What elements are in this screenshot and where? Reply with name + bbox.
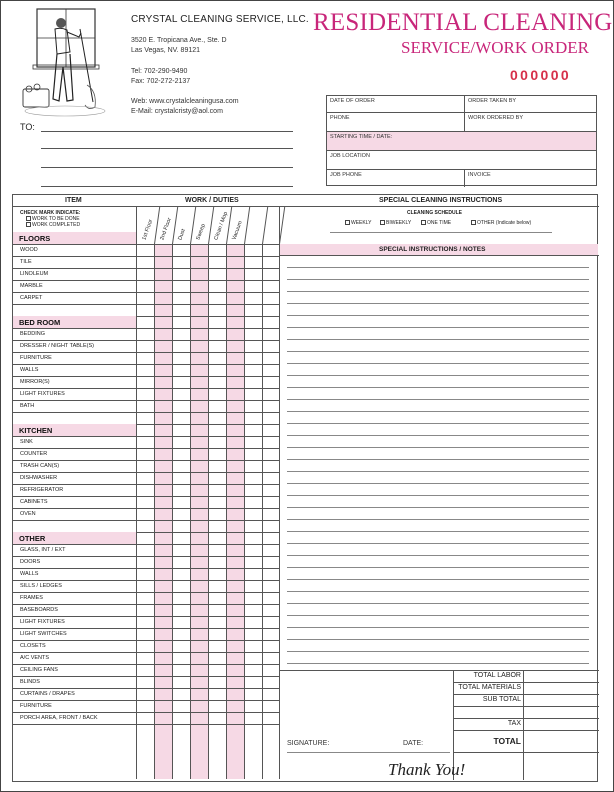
totals-label: TOTAL MATERIALS xyxy=(458,684,521,691)
notes-line[interactable] xyxy=(287,423,589,424)
work-ordered-by-label[interactable]: WORK ORDERED BY xyxy=(468,115,524,121)
notes-line[interactable] xyxy=(287,291,589,292)
date-label: DATE: xyxy=(403,740,424,747)
table-row[interactable] xyxy=(13,640,279,641)
schedule-option-label: ONE TIME xyxy=(427,220,452,226)
job-phone-label[interactable]: JOB PHONE xyxy=(327,170,465,187)
notes-line[interactable] xyxy=(287,483,589,484)
table-row[interactable] xyxy=(13,676,279,677)
to-line[interactable] xyxy=(41,167,293,168)
schedule-option-checkbox[interactable] xyxy=(380,220,385,225)
item-label: TILE xyxy=(20,259,32,265)
table-row[interactable] xyxy=(13,304,279,305)
schedule-option-label: WEEKLY xyxy=(351,220,372,226)
check-mark-label: CHECK MARK INDICATE: xyxy=(20,210,81,216)
item-label: REFRIGERATOR xyxy=(20,487,64,493)
table-row[interactable] xyxy=(13,712,279,713)
table-row[interactable] xyxy=(13,340,279,341)
table-row[interactable] xyxy=(13,400,279,401)
date-of-order-label[interactable]: DATE OF ORDER xyxy=(327,96,465,112)
totals-label: TAX xyxy=(507,720,521,727)
title-line1: RESIDENTIAL CLEANING xyxy=(313,9,613,36)
item-label: SILLS / LEDGES xyxy=(20,583,62,589)
item-label: WOOD xyxy=(20,247,38,253)
notes-line[interactable] xyxy=(287,375,589,376)
item-header: ITEM xyxy=(65,197,82,204)
notes-line[interactable] xyxy=(287,351,589,352)
notes-line[interactable] xyxy=(287,279,589,280)
to-line[interactable] xyxy=(41,131,293,132)
address-line2: Las Vegas, NV. 89121 xyxy=(131,47,201,54)
duty-label: Clean / Mop xyxy=(213,211,230,241)
job-location-label[interactable]: JOB LOCATION xyxy=(330,153,370,159)
notes-line[interactable] xyxy=(287,411,589,412)
order-info-box xyxy=(326,95,597,186)
notes-line[interactable] xyxy=(287,531,589,532)
table-row[interactable] xyxy=(13,364,279,365)
phone-label[interactable]: PHONE xyxy=(327,113,465,131)
item-label: WALLS xyxy=(20,367,39,373)
item-label: DISHWASHER xyxy=(20,475,58,481)
item-label: DRESSER / NIGHT TABLE(S) xyxy=(20,343,94,349)
table-row[interactable] xyxy=(13,652,279,653)
item-label: LIGHT SWITCHES xyxy=(20,631,67,637)
notes-line[interactable] xyxy=(287,447,589,448)
item-label: BATH xyxy=(20,403,35,409)
notes-line[interactable] xyxy=(287,639,589,640)
item-label: CURTAINS / DRAPES xyxy=(20,691,75,697)
work-to-be-done-checkbox[interactable] xyxy=(26,216,31,221)
item-label: LIGHT FIXTURES xyxy=(20,619,65,625)
item-label: CEILING FANS xyxy=(20,667,58,673)
notes-line[interactable] xyxy=(287,303,589,304)
notes-header: SPECIAL INSTRUCTIONS / NOTES xyxy=(379,246,486,253)
table-row[interactable] xyxy=(13,448,279,449)
notes-line[interactable] xyxy=(287,519,589,520)
table-row[interactable] xyxy=(13,292,279,293)
item-label: CABINETS xyxy=(20,499,48,505)
item-label: BEDDING xyxy=(20,331,46,337)
item-label: LINOLEUM xyxy=(20,271,49,277)
tel: Tel: 702-290-9490 xyxy=(131,68,188,75)
notes-line[interactable] xyxy=(287,591,589,592)
item-label: WALLS xyxy=(20,571,39,577)
category-label: FLOORS xyxy=(19,234,51,243)
notes-line[interactable] xyxy=(287,339,589,340)
email: E-Mail: crystalcristy@aol.com xyxy=(131,108,223,115)
notes-line[interactable] xyxy=(287,435,589,436)
totals-label: SUB TOTAL xyxy=(482,696,521,703)
thank-you-text: Thank You! xyxy=(388,760,466,779)
table-row[interactable] xyxy=(13,268,279,269)
work-to-be-done-label: WORK TO BE DONE xyxy=(32,216,80,222)
notes-line[interactable] xyxy=(287,459,589,460)
notes-line[interactable] xyxy=(287,603,589,604)
starting-time-label[interactable]: STARTING TIME / DATE: xyxy=(330,134,393,140)
item-label: BASEBOARDS xyxy=(20,607,58,613)
item-label: GLASS, INT / EXT xyxy=(20,547,66,553)
order-taken-by-label[interactable]: ORDER TAKEN BY xyxy=(468,98,517,104)
work-duties-header: WORK / DUTIES xyxy=(185,197,239,204)
notes-line[interactable] xyxy=(287,327,589,328)
table-row[interactable] xyxy=(13,700,279,701)
special-instructions-header: SPECIAL CLEANING INSTRUCTIONS xyxy=(379,197,503,204)
schedule-label: CLEANING SCHEDULE xyxy=(407,210,463,216)
table-row[interactable] xyxy=(13,580,279,581)
item-label: PORCH AREA, FRONT / BACK xyxy=(20,715,98,721)
item-label: MIRROR(S) xyxy=(20,379,50,385)
to-line[interactable] xyxy=(41,186,293,187)
item-label: LIGHT FIXTURES xyxy=(20,391,65,397)
table-row[interactable] xyxy=(13,628,279,629)
notes-line[interactable] xyxy=(287,567,589,568)
work-completed-checkbox[interactable] xyxy=(26,222,31,227)
to-line[interactable] xyxy=(41,148,293,149)
duty-label: Sweep xyxy=(195,223,207,241)
schedule-option-checkbox[interactable] xyxy=(345,220,350,225)
item-label: FURNITURE xyxy=(20,703,52,709)
table-row[interactable] xyxy=(13,460,279,461)
table-row[interactable] xyxy=(13,604,279,605)
schedule-option-label: OTHER (Indicate below) xyxy=(477,220,532,226)
notes-line[interactable] xyxy=(287,507,589,508)
main-table xyxy=(12,194,598,782)
table-row[interactable] xyxy=(13,688,279,689)
table-row[interactable] xyxy=(13,412,279,413)
item-label: SINK xyxy=(20,439,33,445)
notes-line[interactable] xyxy=(287,387,589,388)
notes-line[interactable] xyxy=(287,399,589,400)
totals-label: TOTAL xyxy=(493,736,521,746)
item-label: COUNTER xyxy=(20,451,48,457)
item-label: TRASH CAN(S) xyxy=(20,463,60,469)
notes-line[interactable] xyxy=(287,363,589,364)
item-label: FRAMES xyxy=(20,595,43,601)
table-row[interactable] xyxy=(13,508,279,509)
notes-line[interactable] xyxy=(287,495,589,496)
table-row[interactable] xyxy=(13,592,279,593)
address-line1: 3520 E. Tropicana Ave., Ste. D xyxy=(131,37,227,44)
web: Web: www.crystalcleaningusa.com xyxy=(131,98,239,105)
title-line2: SERVICE/WORK ORDER xyxy=(401,38,590,57)
table-row[interactable] xyxy=(13,616,279,617)
duty-label: 1st Floor xyxy=(141,218,155,241)
category-label: KITCHEN xyxy=(19,426,53,435)
signature-label: SIGNATURE: xyxy=(287,740,330,747)
notes-line[interactable] xyxy=(287,651,589,652)
table-row[interactable] xyxy=(13,496,279,497)
item-label: MARBLE xyxy=(20,283,43,289)
table-row[interactable] xyxy=(13,556,279,557)
table-row[interactable] xyxy=(13,664,279,665)
table-row[interactable] xyxy=(13,520,279,521)
duty-label: 2nd Floor xyxy=(159,217,173,241)
item-label: DOORS xyxy=(20,559,41,565)
work-completed-label: WORK COMPLETED xyxy=(32,222,81,228)
notes-line[interactable] xyxy=(287,627,589,628)
table-row[interactable] xyxy=(13,724,279,725)
category-label: OTHER xyxy=(19,534,46,543)
notes-line[interactable] xyxy=(287,315,589,316)
order-number: 000000 xyxy=(510,67,572,83)
notes-line[interactable] xyxy=(287,543,589,544)
table-row[interactable] xyxy=(13,352,279,353)
notes-line[interactable] xyxy=(287,267,589,268)
notes-line[interactable] xyxy=(287,615,589,616)
table-row[interactable] xyxy=(13,484,279,485)
schedule-option-checkbox[interactable] xyxy=(471,220,476,225)
table-row[interactable] xyxy=(13,568,279,569)
duty-label: Dust xyxy=(177,228,187,241)
item-label: FURNITURE xyxy=(20,355,52,361)
table-row[interactable] xyxy=(13,472,279,473)
totals-label: TOTAL LABOR xyxy=(473,672,521,679)
company-name: CRYSTAL CLEANING SERVICE, LLC. xyxy=(131,14,309,25)
notes-line[interactable] xyxy=(287,471,589,472)
duty-label: Vacuum xyxy=(231,220,244,241)
notes-line[interactable] xyxy=(287,663,589,664)
invoice-label[interactable]: INVOICE xyxy=(468,172,491,178)
item-label: CLOSETS xyxy=(20,643,46,649)
cleaning-lady-illustration xyxy=(15,7,115,119)
fax: Fax: 702-272-2137 xyxy=(131,78,191,85)
table-row[interactable] xyxy=(13,388,279,389)
category-label: BED ROOM xyxy=(19,318,61,327)
table-row[interactable] xyxy=(13,280,279,281)
item-label: OVEN xyxy=(20,511,36,517)
schedule-option-checkbox[interactable] xyxy=(421,220,426,225)
item-label: CARPET xyxy=(20,295,43,301)
notes-line[interactable] xyxy=(287,555,589,556)
schedule-option-label: BIWEEKLY xyxy=(386,220,412,226)
notes-line[interactable] xyxy=(287,579,589,580)
to-label: TO: xyxy=(20,122,35,132)
item-label: A/C VENTS xyxy=(20,655,50,661)
item-label: BLINDS xyxy=(20,679,40,685)
table-row[interactable] xyxy=(13,376,279,377)
table-row[interactable] xyxy=(13,256,279,257)
